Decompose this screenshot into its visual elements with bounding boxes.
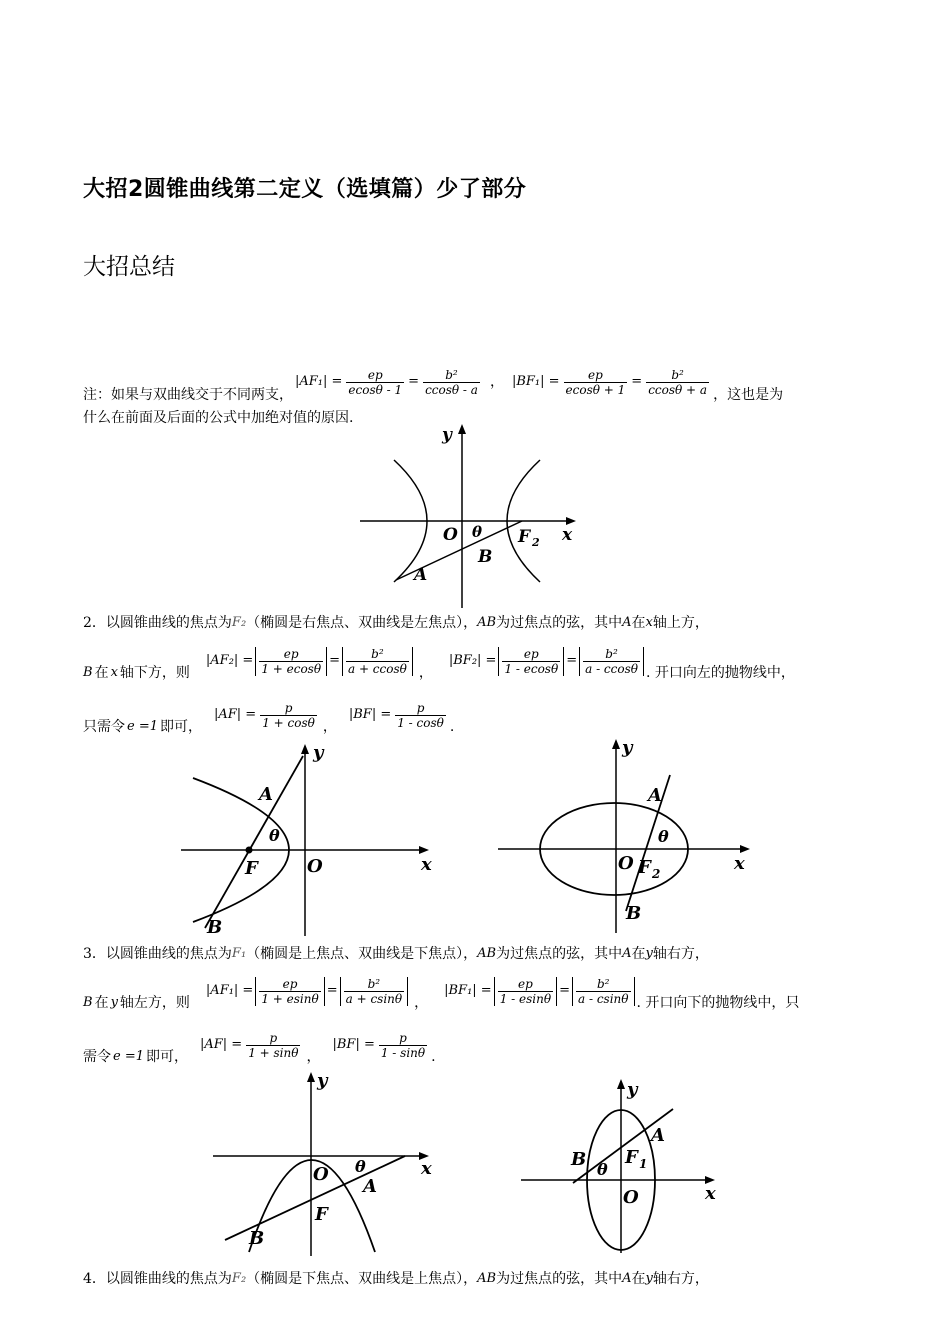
- formula-af-lhs: |AF| =: [214, 707, 257, 722]
- text: 在: [94, 995, 109, 1011]
- x-axis-arrow: [419, 846, 429, 854]
- item3-line3: 需令 e =1 即可， |AF| = $\frac{p}{1 + \sin\theta}$ ， |BF| = $\frac{p}{1 - \sin\theta}$ .: [83, 1030, 436, 1065]
- f1-symbol: F₁: [231, 946, 247, 961]
- y-axis-arrow: [617, 1079, 625, 1089]
- label-b: B: [626, 903, 642, 924]
- label-f: F: [315, 1204, 328, 1225]
- formula-af1-lhs: |AF₁| =: [205, 983, 254, 998]
- text: （椭圆是右焦点、双曲线是左焦点），: [246, 615, 478, 631]
- x-symbol: x: [645, 615, 653, 630]
- formula-af1-frac2: $\frac{\text{b²}}{a + csin\theta}$: [345, 976, 403, 1006]
- label-y: y: [317, 1070, 328, 1091]
- formula-af-lhs: |AF| =: [200, 1037, 243, 1052]
- x-symbol: x: [110, 665, 118, 680]
- text: （椭圆是上焦点、双曲线是下焦点），: [246, 946, 478, 962]
- label-f2-sub: 2: [652, 867, 661, 881]
- text: 只需令: [83, 719, 125, 735]
- formula-bf-lhs: |BF| =: [332, 1037, 375, 1052]
- hyperbola-figure: [350, 420, 590, 610]
- a-symbol: A: [622, 1271, 632, 1286]
- formula-bf-frac: $\frac{p}{1 - \cos\theta}$: [397, 700, 444, 730]
- note-prefix: 注：如果与双曲线交于不同两支，: [83, 387, 293, 403]
- focus-point: [246, 847, 253, 854]
- formula-af-frac: $\frac{p}{1 + \cos\theta}$: [262, 700, 315, 730]
- label-f2: F: [638, 857, 651, 878]
- formula-bf1-lhs: |BF₁| =: [444, 983, 492, 998]
- y-symbol: y: [645, 946, 653, 961]
- label-f2: F: [518, 527, 531, 547]
- label-f: F: [245, 858, 258, 879]
- note-suffix: ，这也是为: [713, 387, 784, 403]
- label-o: O: [623, 1187, 639, 1208]
- text: 3．以圆锥曲线的焦点为: [83, 946, 232, 962]
- label-x: x: [734, 853, 745, 874]
- formula-bf2-frac1: $\frac{ep}{1 - ecos\theta}$: [504, 646, 559, 676]
- label-theta: θ: [269, 826, 280, 845]
- x-axis-arrow: [740, 845, 750, 853]
- text: 为过焦点的弦，其中: [496, 1271, 623, 1287]
- formula-af2-frac1: $\frac{ep}{1 + ecos\theta}$: [261, 646, 322, 676]
- y-axis-arrow: [612, 739, 620, 749]
- y-axis-arrow: [307, 1072, 315, 1082]
- item3-line1: [83, 945, 709, 963]
- text: 轴上方，: [652, 615, 709, 631]
- ab-symbol: AB: [477, 1271, 497, 1286]
- text: 即可，: [146, 1049, 188, 1065]
- text: . 开口向下的抛物线中，只: [636, 995, 800, 1011]
- text: 2．以圆锥曲线的焦点为: [83, 615, 232, 631]
- label-b: B: [249, 1228, 265, 1249]
- label-f1-sub: 1: [639, 1157, 648, 1171]
- a-symbol: A: [622, 615, 632, 630]
- formula-af2-lhs: |AF₂| =: [205, 653, 254, 668]
- label-y: y: [313, 742, 324, 763]
- f2-symbol: F₂: [231, 1271, 247, 1286]
- text: 4．以圆锥曲线的焦点为: [83, 1271, 232, 1287]
- ab-symbol: AB: [477, 615, 497, 630]
- text: 为过焦点的弦，其中: [496, 615, 623, 631]
- text: . 开口向左的抛物线中，: [645, 665, 795, 681]
- ab-symbol: AB: [477, 946, 497, 961]
- text: （椭圆是下焦点、双曲线是上焦点），: [246, 1271, 478, 1287]
- label-x: x: [421, 854, 432, 875]
- text: 在: [631, 946, 646, 962]
- formula-bf2-frac2: $\frac{\text{b²}}{a - ccos\theta}$: [585, 646, 638, 676]
- label-theta: θ: [658, 827, 669, 846]
- formula-bf-frac: $\frac{p}{1 - \sin\theta}$: [380, 1030, 426, 1060]
- label-a: A: [259, 784, 273, 805]
- formula-bf1-frac1: $\frac{ep}{1 - esin\theta}$: [499, 976, 552, 1006]
- comma: ，: [489, 374, 504, 390]
- formula-bf1-lhs: |BF₁| =: [511, 374, 560, 389]
- page-title: 大招2圆锥曲线第二定义（选填篇）少了部分: [83, 177, 527, 202]
- text: .: [431, 1049, 436, 1065]
- label-y: y: [442, 425, 452, 445]
- parabola-left-figure: [175, 738, 445, 938]
- ellipse-horizontal-figure: [492, 735, 762, 935]
- text: 需令: [83, 1049, 111, 1065]
- item2-line2: B 在 x 轴下方，则 |AF₂| = $\frac{ep}{1 + ecos\theta}$ = $\frac{\text{b²}}{a + ccos\theta}$ ， |BF₂| = $\frac{ep}{1 - ecos\theta}$ = $\frac{\text{b²}}{a - ccos\theta}$ . 开口向左的抛物线中，: [83, 646, 795, 681]
- formula-bf1-frac2: $\frac{\text{b²}}{ccos\theta + a}$: [648, 367, 708, 397]
- formula-af1-lhs: |AF₁| =: [295, 374, 343, 389]
- text: 即可，: [160, 719, 202, 735]
- formula-bf-lhs: |BF| =: [348, 707, 392, 722]
- y-axis-arrow: [301, 744, 309, 754]
- f2-symbol: F₂: [231, 615, 247, 630]
- note-line-1: [83, 360, 783, 404]
- label-x: x: [421, 1158, 432, 1179]
- section-heading: 大招总结: [83, 254, 175, 280]
- equals: =: [408, 374, 420, 389]
- y-symbol: y: [110, 995, 118, 1010]
- y-symbol: y: [645, 1271, 653, 1286]
- item2-line3: 只需令 e =1 即可， |AF| = $\frac{p}{1 + \cos\theta}$ ， |BF| = $\frac{p}{1 - \cos\theta}$ .: [83, 700, 455, 735]
- label-y: y: [627, 1079, 638, 1100]
- parabola-down-figure: [205, 1068, 445, 1258]
- e-equals-1: e =1: [113, 1049, 144, 1064]
- text: 轴右方，: [652, 946, 709, 962]
- label-o: O: [307, 856, 323, 877]
- text: 在: [631, 1271, 646, 1287]
- label-theta: θ: [355, 1157, 366, 1176]
- label-theta: θ: [597, 1160, 608, 1179]
- text: 在: [94, 665, 109, 681]
- label-o: O: [313, 1164, 329, 1185]
- label-b: B: [571, 1149, 587, 1170]
- note-line-2: 什么在前面及后面的公式中加绝对值的原因.: [83, 410, 354, 426]
- ellipse-vertical-figure: [515, 1075, 735, 1255]
- y-axis-arrow: [458, 424, 466, 434]
- chord-ab: [573, 1109, 673, 1183]
- label-x: x: [562, 525, 573, 545]
- formula-af1-frac2: $\frac{\text{b²}}{ccos\theta - a}$: [425, 367, 478, 397]
- label-o: O: [618, 853, 634, 874]
- text: 轴左方，则: [119, 995, 190, 1011]
- text: 为过焦点的弦，其中: [496, 946, 623, 962]
- label-f1: F: [625, 1147, 638, 1168]
- formula-af1-frac1: $\frac{ep}{ecos\theta - 1}$: [348, 367, 403, 397]
- text: 轴右方，: [652, 1271, 709, 1287]
- formula-bf1-frac2: $\frac{\text{b²}}{a - csin\theta}$: [577, 976, 629, 1006]
- label-a: A: [363, 1176, 377, 1197]
- formula-af1-frac1: $\frac{ep}{1 + esin\theta}$: [261, 976, 319, 1006]
- b-symbol: B: [83, 995, 93, 1010]
- text: 在: [631, 615, 646, 631]
- label-b: B: [207, 917, 223, 938]
- text: .: [449, 719, 455, 735]
- equals: =: [631, 374, 643, 389]
- text: 轴下方，则: [119, 665, 190, 681]
- b-symbol: B: [83, 665, 93, 680]
- label-o: O: [443, 525, 458, 545]
- formula-bf2-lhs: |BF₂| =: [448, 653, 497, 668]
- formula-af2-frac2: $\frac{\text{b²}}{a + ccos\theta}$: [347, 646, 407, 676]
- formula-af-frac: $\frac{p}{1 + \sin\theta}$: [248, 1030, 299, 1060]
- item2-line1: [83, 614, 709, 632]
- a-symbol: A: [622, 946, 632, 961]
- label-theta: θ: [472, 523, 483, 541]
- x-axis-arrow: [566, 517, 576, 525]
- label-x: x: [705, 1183, 716, 1204]
- label-b: B: [478, 547, 493, 567]
- label-a: A: [414, 565, 428, 585]
- label-y: y: [622, 737, 633, 758]
- e-equals-1: e =1: [127, 719, 158, 734]
- formula-bf1-frac1: $\frac{ep}{ecos\theta + 1}$: [565, 367, 626, 397]
- label-f2-sub: 2: [532, 536, 540, 549]
- item4-line1: [83, 1270, 709, 1288]
- label-a: A: [648, 785, 662, 806]
- label-a: A: [651, 1125, 665, 1146]
- item3-line2: B 在 y 轴左方，则 |AF₁| = $\frac{ep}{1 + esin\theta}$ = $\frac{\text{b²}}{a + csin\theta}$ ， |BF₁| = $\frac{ep}{1 - esin\theta}$ = $\frac{\text{b²}}{a - csin\theta}$ . 开口向下的抛物线中，只: [83, 976, 800, 1011]
